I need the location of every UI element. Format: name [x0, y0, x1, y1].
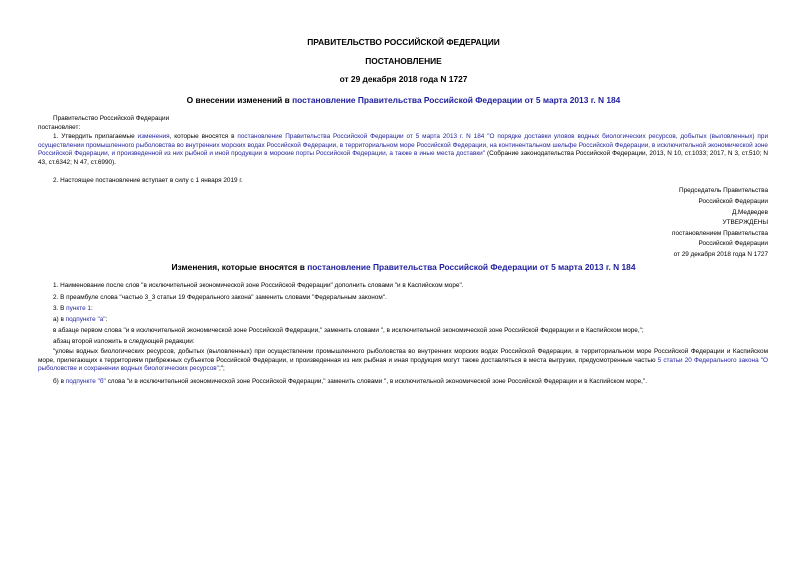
change-3b [38, 378, 768, 387]
changes-title-link[interactable]: постановление Правительства Российской Федерации от 5 марта 2013 г. N 184 [307, 262, 636, 272]
item-1-text-b: , которые вносятся в [169, 133, 238, 140]
change-3a-para2: абзац второй изложить в следующей редакции: [53, 338, 195, 345]
changes-title [0, 262, 807, 272]
signature-line1: Председатель Правительства [679, 187, 768, 194]
change-3b-suffix: слова "и в исключительной экономической зоне Российской Федерации," заменить словами ", в исключительной экономической зоне Российской Федерации и в Каспийском море,". [105, 378, 647, 385]
doc-type-title: ПОСТАНОВЛЕНИЕ [365, 56, 442, 66]
change-3-suffix: : [90, 305, 93, 312]
signature-line3: Д.Медведев [731, 209, 768, 216]
date-number: от 29 декабря 2018 года N 1727 [339, 74, 468, 84]
item-1-text-c: (Собрание законодательства Российской Федерации, 2013, N 10, ст.1033; 2017, N 3, ст.510; N 43, ст.6342; N 47, ст.6990). [38, 150, 768, 167]
approved-line2: постановлением Правительства [672, 230, 768, 237]
approved-line1: УТВЕРЖДЕНЫ [722, 219, 768, 226]
quote-suffix: ;"; [218, 365, 225, 373]
item-1-text-a: 1. Утвердить прилагаемые [53, 133, 138, 140]
approved-line3: Российской Федерации [698, 240, 768, 247]
changes-link[interactable]: изменения [137, 133, 170, 140]
item-1-paragraph [38, 133, 768, 168]
subject-title [0, 95, 807, 105]
subpoint-b-link[interactable]: подпункте "б" [65, 378, 106, 385]
change-1: 1. Наименование после слов "в исключительной экономической зоне Российской Федерации" дополнить словами "и в Каспийском море". [53, 282, 464, 289]
change-3a-quote [38, 348, 768, 374]
change-3b-prefix: б) в [53, 378, 66, 385]
intro-line1: Правительство Российской Федерации [53, 115, 170, 122]
subpoint-a-link[interactable]: подпункте "а" [65, 316, 106, 323]
changes-title-prefix: Изменения, которые вносятся в [171, 262, 308, 272]
change-2: 2. В преамбуле слова "частью 3_3 статьи 19 Федерального закона" заменить словами "Федеральным законом". [53, 294, 387, 301]
government-title: ПРАВИТЕЛЬСТВО РОССИЙСКОЙ ФЕДЕРАЦИИ [307, 37, 500, 47]
change-3a-suffix: : [105, 316, 108, 323]
quote-text: "уловы водных биологических ресурсов, добытых (выловленных) при осуществлении промышленного рыболовства во внутренних морских водах Российской Федерации, в территориальном море Российской Федерации и Каспийском море, прилегающих к территориям прибрежных субъектов Российской Федерации, и произведенная из них рыбная и иная продукция могут также доставляться в места выгрузки, предусмотренные частью [38, 348, 768, 364]
approved-line4: от 29 декабря 2018 года N 1727 [673, 251, 768, 258]
federal-law-link[interactable]: 5 статьи 20 Федерального закона "О рыболовстве и сохранении водных биологических ресурсов" [38, 356, 768, 373]
change-3a-prefix: а) в [53, 316, 66, 323]
change-3-prefix: 3. В [53, 305, 67, 312]
point-1-link[interactable]: пункте 1 [66, 305, 91, 312]
change-3a-para1: в абзаце первом слова "и в исключительной экономической зоне Российской Федерации," заменить словами ", в исключительной экономической зоне Российской Федерации и в Каспийском море,"; [53, 327, 644, 334]
subject-link[interactable]: постановление Правительства Российской Федерации от 5 марта 2013 г. N 184 [292, 95, 621, 105]
item-2-paragraph: 2. Настоящее постановление вступает в силу с 1 января 2019 г. [53, 177, 243, 184]
subject-prefix: О внесении изменений в [186, 95, 293, 105]
change-3 [38, 305, 768, 314]
signature-line2: Российской Федерации [698, 198, 768, 205]
intro-line2: постановляет: [38, 124, 81, 131]
change-3a [38, 316, 768, 325]
resolution-184-link[interactable]: постановление Правительства Российской Федерации от 5 марта 2013 г. N 184 "О порядке доставки уловов водных биологических ресурсов, добытых (выловленных) при осуществлении промышленного рыболовства во внутренних морских водах Российской Федерации, в территориальном море Российской Федерации, на континентальном шельфе Российской Федерации, в исключительной экономической зоне Российской Федерации, и произведенной из них рыбной и иной продукции в морские порты Российской Федерации, а также в иные места доставки" [38, 133, 769, 158]
